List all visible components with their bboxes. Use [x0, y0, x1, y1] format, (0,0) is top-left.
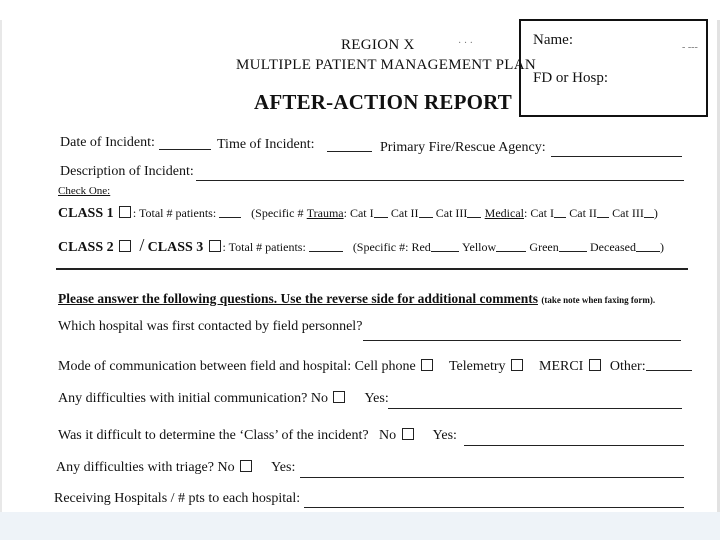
fd-hosp-label: FD or Hosp:	[533, 70, 609, 86]
instructions-row	[58, 292, 655, 306]
plan-heading: MULTIPLE PATIENT MANAGEMENT PLAN	[236, 57, 537, 73]
q1-field[interactable]	[363, 340, 681, 341]
q2-row	[58, 358, 692, 374]
telemetry-label: Telemetry	[448, 359, 506, 374]
q5-yes-label: Yes:	[271, 460, 296, 475]
q6-field[interactable]	[304, 507, 684, 508]
scan-smudge: · · ·	[458, 38, 473, 49]
q5-field[interactable]	[300, 477, 684, 478]
class1-trauma-cat3: Cat III	[435, 206, 468, 220]
class1-checkbox[interactable]	[119, 206, 131, 218]
q4-no-label: No	[379, 428, 397, 443]
trauma-cat3-field[interactable]	[467, 205, 481, 218]
class23-total-field[interactable]	[309, 239, 343, 252]
q4-yes-label: Yes:	[432, 428, 457, 443]
q4-row	[58, 428, 457, 443]
q4-no-checkbox[interactable]	[402, 428, 414, 440]
q3-field[interactable]	[388, 408, 682, 409]
deceased-field[interactable]	[636, 239, 660, 252]
q5-no-checkbox[interactable]	[240, 460, 252, 472]
scan-smudge-right: - ---	[682, 42, 698, 53]
class23-row	[58, 236, 664, 255]
class1-row	[58, 205, 658, 221]
telemetry-checkbox[interactable]	[511, 359, 523, 371]
slide-bottom-band	[0, 512, 720, 540]
class1-total-field[interactable]	[219, 205, 241, 218]
section-divider	[56, 268, 688, 270]
instructions-main: Please answer the following questions. Use the reverse side for additional comments	[58, 291, 538, 306]
class23-yellow: Yellow	[462, 240, 497, 254]
class23-close: )	[659, 240, 664, 254]
green-field[interactable]	[559, 239, 587, 252]
medical-cat3-field[interactable]	[644, 205, 654, 218]
class1-trauma-cat2: Cat II	[390, 206, 419, 220]
q3-no-checkbox[interactable]	[333, 391, 345, 403]
q3-label: Any difficulties with initial communication? No	[58, 391, 328, 406]
q3-row	[58, 391, 389, 406]
cell-phone-checkbox[interactable]	[421, 359, 433, 371]
other-label: Other:	[609, 359, 646, 374]
trauma-cat1-field[interactable]	[374, 205, 388, 218]
class1-trauma-cat1: : Cat I	[343, 206, 374, 220]
class1-label: CLASS 1	[58, 206, 114, 221]
yellow-field[interactable]	[496, 239, 526, 252]
class23-green: Green	[529, 240, 559, 254]
q4-label: Was it difficult to determine the ‘Class’ of the incident?	[58, 428, 369, 443]
q5-label: Any difficulties with triage? No	[56, 460, 235, 475]
trauma-cat2-field[interactable]	[419, 205, 433, 218]
class1-medical-cat1: : Cat I	[524, 206, 554, 220]
class1-specific: (Specific #	[251, 206, 304, 220]
class23-total-label: : Total # patients:	[222, 240, 306, 254]
report-title: AFTER-ACTION REPORT	[254, 90, 512, 114]
region-heading: REGION X	[341, 37, 415, 53]
name-box	[519, 19, 708, 117]
q4-field[interactable]	[464, 445, 684, 446]
merci-label: MERCI	[539, 359, 584, 374]
q5-row	[56, 460, 295, 475]
q2-label: Mode of communication between field and hospital: Cell phone	[58, 359, 416, 374]
class1-medical: Medical	[484, 206, 524, 220]
description-field[interactable]	[196, 180, 684, 181]
class1-medical-cat2: Cat II	[569, 206, 597, 220]
other-field[interactable]	[646, 358, 692, 371]
date-label: Date of Incident:	[60, 135, 155, 150]
agency-label: Primary Fire/Rescue Agency:	[380, 140, 546, 155]
class1-trauma: Trauma	[306, 206, 344, 220]
class3-checkbox[interactable]	[209, 240, 221, 252]
date-field[interactable]	[159, 149, 211, 150]
page-edge-left	[0, 20, 2, 520]
q1-label: Which hospital was first contacted by field personnel?	[58, 319, 363, 334]
class1-medical-cat3: Cat III	[612, 206, 644, 220]
q3-yes-label: Yes:	[364, 391, 389, 406]
agency-field[interactable]	[551, 156, 682, 157]
class3-label: CLASS 3	[147, 240, 204, 255]
medical-cat1-field[interactable]	[554, 205, 566, 218]
class23-red: (Specific #: Red	[352, 240, 431, 254]
class1-close: )	[653, 206, 658, 220]
check-one-label: Check One:	[58, 185, 111, 197]
q6-label: Receiving Hospitals / # pts to each hospital:	[54, 491, 301, 506]
class2-label: CLASS 2	[58, 240, 114, 255]
name-label: Name:	[533, 32, 573, 48]
instructions-note: (take note when faxing form).	[541, 295, 656, 305]
red-field[interactable]	[431, 239, 459, 252]
class23-deceased: Deceased	[590, 240, 636, 254]
class-slash: /	[139, 235, 145, 255]
merci-checkbox[interactable]	[589, 359, 601, 371]
time-field[interactable]	[327, 151, 372, 152]
description-label: Description of Incident:	[60, 164, 194, 179]
class1-total-label: : Total # patients:	[132, 206, 217, 220]
time-label: Time of Incident:	[217, 137, 315, 152]
class2-checkbox[interactable]	[119, 240, 131, 252]
medical-cat2-field[interactable]	[597, 205, 609, 218]
